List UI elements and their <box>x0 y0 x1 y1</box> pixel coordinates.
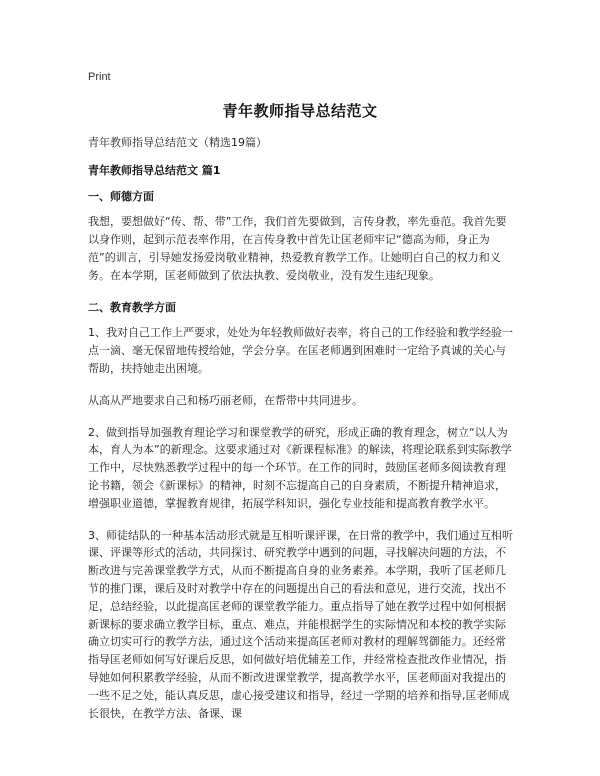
heading-ethics: 一、师德方面 <box>88 189 154 203</box>
document-subtitle: 青年教师指导总结范文（精选19篇） <box>88 136 267 149</box>
section-heading: 青年教师指导总结范文 篇1 <box>88 163 221 177</box>
paragraph-teaching-1: 1、我对自己工作上严要求，处处为年轻教师做好表率，将自己的工作经验和教学经验一点一滴、毫无保留地传授给她，学会分享。在匡老师遇到困难时一定给予真诚的关心与帮助，扶持她走出困境。 <box>88 326 513 375</box>
paragraph-teaching-note: 从高从严地要求自己和杨巧丽老师，在帮带中共同进步。 <box>88 393 363 407</box>
document-body <box>88 134 514 736</box>
print-label[interactable]: Print <box>88 71 111 83</box>
paragraph-ethics: 我想，要想做好“传、帮、带”工作，我们首先要做到，言传身教，率先垂范。我首先要以身作则，起到示范表率作用，在言传身教中首先让匡老师牢记“德高为师，身正为范”的训言，引导她发扬爱岗敬业精神，热爱教育教学工作。让她明白自己的权力和义务。在本学期，匡老师做到了依法执教、爱岗敬业，没有发生违纪现象。 <box>88 215 507 282</box>
page-title: 青年教师指导总结范文 <box>222 102 378 120</box>
heading-teaching: 二、教育教学方面 <box>88 300 176 314</box>
paragraph-teaching-3: 3、师徒结队的一种基本活动形式就是互相听课评课，在日常的教学中，我们通过互相听课、评课等形式的活动，共同探讨、研究教学中遇到的问题，寻找解决问题的方法，不断改进与完善课堂教学方式，从而不断提高自身的业务素养。本学期，我听了匡老师几节的推门课，课后及时对教学中存在的问题提出自己的看法和意见，进行交流，找出不足，总结经验，以此提高匡老师的课堂教学能力。重点指导了她在教学过程中如何根据新课标的要求确立教学目标，重点、难点，并能根据学生的实际情况和本校的教学实际确立切实可行的教学方法，通过这个活动来提高匡老师对教材的理解驾御能力。还经常指导匡老师如何写好课后反思，如何做好培优辅差工作，并经常检查批改作业情况，指导她如何积累教学经验，从而不断改进课堂教学，提高教学水平，匡老师面对我提出的一些不足之处，能认真反思，虚心接受建议和指导，经过一学期的培养和指导,匡老师成长很快，在教学方法、备课、课 <box>88 528 513 720</box>
paragraph-teaching-2: 2、做到指导加强教育理论学习和课堂教学的研究，形成正确的教育理念，树立“以人为本，育人为本”的新理念。这要求通过对《新课程标准》的解读，将理论联系到实际教学工作中，尽快熟悉教学过程中的每一个环节。在工作的同时，鼓励匡老师多阅读教育理论书籍，领会《新课标》的精神，时刻不忘提高自己的自身素质，不断提升精神追求，增强职业道德，掌握教育规律，拓展学科知识，强化专业技能和提高教育教学水平。 <box>88 425 512 510</box>
